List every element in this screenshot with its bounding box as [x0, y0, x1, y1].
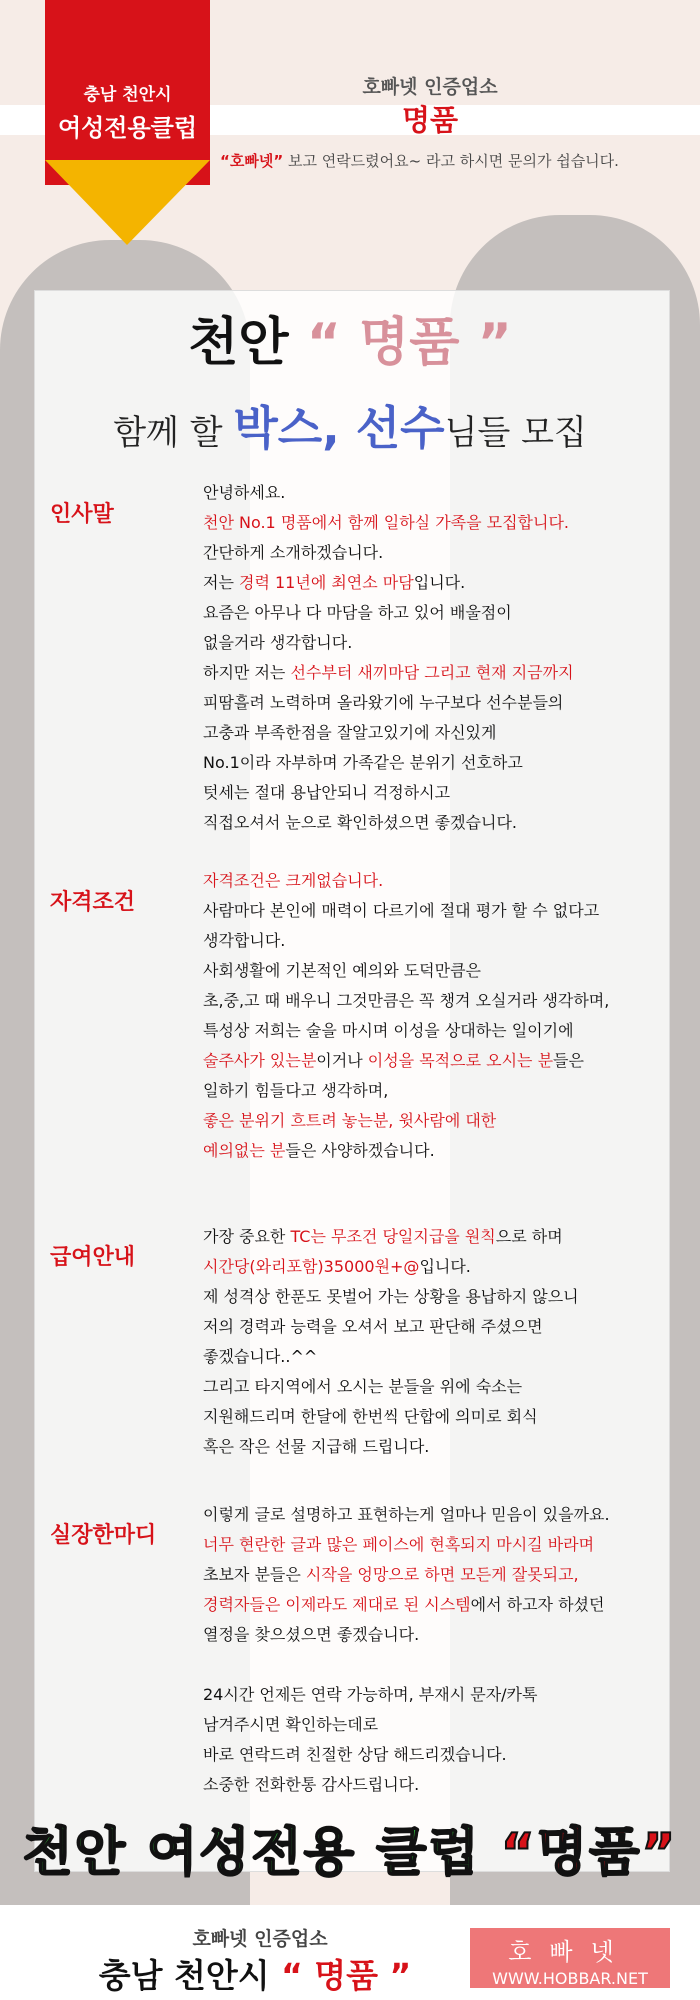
manager-text: 에서 하고자 하셨던: [470, 1595, 605, 1614]
manager-spacer: [203, 1650, 673, 1680]
logo-url: WWW.HOBBAR.NET: [492, 1969, 648, 1988]
qualification-line: 초,중,고 때 배우니 그것만큼은 꼭 챙겨 오실거라 생각하며,: [203, 991, 610, 1010]
logo-text: 호빠넷: [508, 1938, 632, 1966]
header-note-highlight: “호빠넷”: [220, 152, 284, 170]
greeting-text: 하지만 저는: [203, 663, 291, 682]
greeting-line: 요즘은 아무나 다 마담을 하고 있어 배울점이: [203, 603, 512, 622]
manager-highlight: 경력자들은 이제라도 제대로 된 시스템: [203, 1595, 471, 1614]
qualification-highlight: 술주사가 있는분: [203, 1051, 317, 1070]
manager-text: 초보자 분들은: [203, 1565, 306, 1584]
pay-line: 혹은 작은 선물 지급해 드립니다.: [203, 1437, 430, 1456]
pay-highlight: TC는 무조건 당일지급을 원칙: [290, 1227, 496, 1246]
badge-region: 충남 천안시: [83, 85, 172, 105]
greeting-line: 피땀흘려 노력하며 올라왔기에 누구보다 선수분들의: [203, 693, 564, 712]
pay-line: 제 성격상 한푼도 못벌어 가는 상황을 용납하지 않으니: [203, 1287, 579, 1306]
manager-line: [203, 1590, 673, 1620]
subheadline: [0, 392, 700, 458]
greeting-line: [203, 658, 673, 688]
qualification-highlight: 이성을 목적으로 오시는 분: [367, 1051, 554, 1070]
slogan-banner: [0, 1810, 700, 1885]
qualification-label: 자격조건: [50, 890, 136, 915]
manager-line: 24시간 언제든 연락 가능하며, 부재시 문자/카톡: [203, 1685, 538, 1704]
qualification-line: 특성상 저희는 술을 마시며 이성을 상대하는 일이기에: [203, 1021, 574, 1040]
pay-line: 지원해드리며 한달에 한번씩 단합에 의미로 회식: [203, 1407, 538, 1426]
pay-line: 그리고 타지역에서 오시는 분들을 위에 숙소는: [203, 1377, 523, 1396]
pay-line: 저의 경력과 능력을 오셔서 보고 판단해 주셨으면: [203, 1317, 543, 1336]
qualification-line: [203, 1046, 673, 1076]
manager-line: 이렇게 글로 설명하고 표현하는게 얼마나 믿음이 있을까요.: [203, 1505, 610, 1524]
manager-line: [203, 1560, 673, 1590]
manager-body: [203, 1500, 673, 1800]
footer-title: [95, 1950, 415, 1997]
pay-text: 으로 하며: [495, 1227, 563, 1246]
headline: [0, 300, 700, 375]
pay-text: 가장 중요한: [203, 1227, 291, 1246]
qualification-text: 이거나: [316, 1051, 368, 1070]
qualification-line: 생각합니다.: [203, 931, 286, 950]
subheadline-after: 님들 모집: [444, 413, 587, 453]
qualification-line: 사회생활에 기본적인 예의와 도덕만큼은: [203, 961, 482, 980]
greeting-highlight: 경력 11년에 최연소 마담: [239, 573, 414, 592]
slogan-name: “명품”: [500, 1823, 678, 1883]
pay-body: [203, 1222, 673, 1462]
pay-line: 좋겠습니다..^^: [203, 1347, 318, 1366]
subheadline-before: 함께 할: [113, 413, 234, 453]
greeting-line: No.1이라 자부하며 가족같은 분위기 선호하고: [203, 753, 523, 772]
slogan-text: 천안 여성전용 클럽: [22, 1823, 501, 1883]
qualification-line: 일하기 힘들다고 생각하며,: [203, 1081, 389, 1100]
manager-line: 열정을 찾으셨으면 좋겠습니다.: [203, 1625, 420, 1644]
manager-line: 바로 연락드려 친절한 상담 해드리겠습니다.: [203, 1745, 507, 1764]
qualification-text: 들은: [553, 1051, 584, 1070]
greeting-line: 고충과 부족한점을 잘알고있기에 자신있게: [203, 723, 497, 742]
qualification-line: [203, 1136, 673, 1166]
greeting-highlight: 선수부터 새끼마담 그리고 현재 지금까지: [290, 663, 574, 682]
pay-label: 급여안내: [50, 1245, 136, 1270]
manager-label: 실장한마디: [50, 1523, 157, 1548]
greeting-line: 천안 No.1 명품에서 함께 일하실 가족을 모집합니다.: [203, 513, 570, 532]
header-title: 명품: [401, 103, 459, 137]
greeting-line: 없을거라 생각합니다.: [203, 633, 353, 652]
header-note-text: 보고 연락드렸어요~ 라고 하시면 문의가 쉽습니다.: [283, 152, 619, 170]
qualification-line: 좋은 분위기 흐트려 놓는분, 윗사람에 대한: [203, 1111, 497, 1130]
qualification-line: 자격조건은 크게없습니다.: [203, 871, 384, 890]
footer-title-name: “ 명품 ”: [281, 1956, 412, 1995]
manager-line: 너무 현란한 글과 많은 페이스에 현혹되지 마시길 바라며: [203, 1535, 595, 1554]
greeting-line: 직접오셔서 눈으로 확인하셨으면 좋겠습니다.: [203, 813, 518, 832]
pay-line: [203, 1222, 673, 1252]
subheadline-highlight: 박스, 선수: [233, 401, 445, 455]
manager-line: 소중한 전화한통 감사드립니다.: [203, 1775, 420, 1794]
greeting-line: [203, 568, 673, 598]
footer-subtitle: 호빠넷 인증업소: [192, 1928, 328, 1950]
pay-highlight: 시간당(와리포함)35000원+@: [203, 1257, 420, 1276]
badge-club-type: 여성전용클럽: [57, 114, 198, 142]
qualification-line: 사람마다 본인에 매력이 다르기에 절대 평가 할 수 없다고: [203, 901, 600, 920]
headline-close-quote: ”: [459, 313, 512, 373]
greeting-line: 텃세는 절대 용납안되니 걱정하시고: [203, 783, 451, 802]
badge-gold-chevron: [45, 160, 210, 245]
qualification-highlight: 예의없는 분: [203, 1141, 286, 1160]
pay-text: 입니다.: [419, 1257, 471, 1276]
greeting-label: 인사말: [50, 502, 114, 527]
headline-name: 명품: [359, 313, 460, 373]
footer-title-prefix: 충남 천안시: [98, 1956, 282, 1995]
manager-line: 남겨주시면 확인하는데로: [203, 1715, 379, 1734]
greeting-line: 간단하게 소개하겠습니다.: [203, 543, 384, 562]
header-note: [220, 150, 619, 171]
greeting-body: [203, 478, 673, 838]
region-badge: [45, 0, 210, 200]
headline-prefix: 천안: [188, 313, 289, 373]
qualification-body: [203, 866, 673, 1166]
greeting-text: 저는: [203, 573, 239, 592]
qualification-text: 들은 사양하겠습니다.: [285, 1141, 435, 1160]
manager-highlight: 시작을 엉망으로 하면 모든게 잘못되고,: [305, 1565, 579, 1584]
header-subtitle: 호빠넷 인증업소: [362, 76, 498, 98]
pay-line: [203, 1252, 673, 1282]
greeting-text: 입니다.: [413, 573, 466, 592]
headline-open-quote: “: [306, 313, 360, 373]
hobbar-logo-link[interactable]: [470, 1928, 670, 1988]
greeting-line: 안녕하세요.: [203, 483, 286, 502]
